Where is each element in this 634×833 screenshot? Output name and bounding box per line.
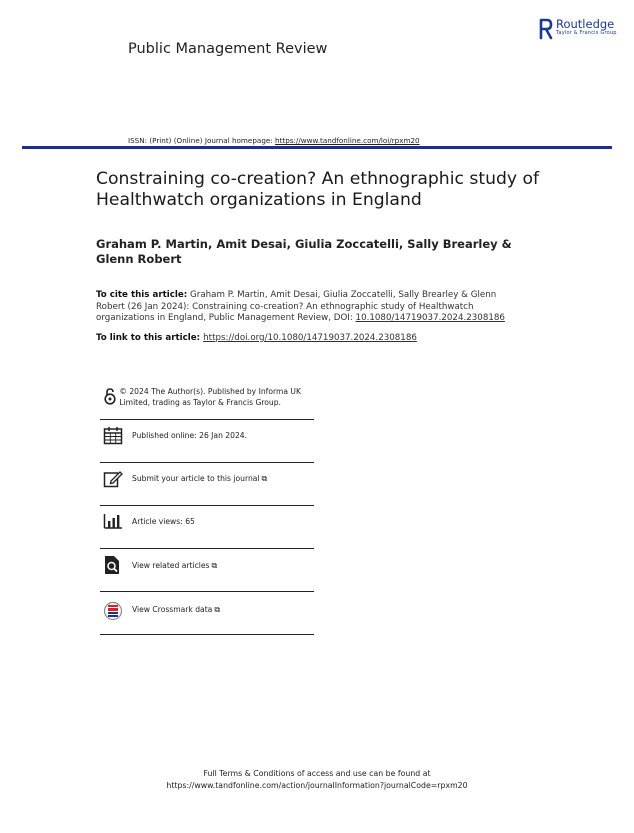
submit-article-row[interactable] bbox=[100, 463, 314, 506]
crossmark-row[interactable] bbox=[100, 592, 314, 635]
article-views-row bbox=[100, 506, 314, 549]
link-to-article bbox=[96, 333, 417, 343]
citation-doi-link[interactable]: 10.1080/14719037.2024.2308186 bbox=[355, 313, 505, 324]
external-link-icon: ⧉ bbox=[261, 474, 268, 483]
article-title: Constraining co-creation? An ethnographic study of Healthwatch organizations in England bbox=[96, 169, 540, 210]
crossmark-label: View Crossmark data bbox=[132, 605, 213, 614]
journal-homepage-link[interactable]: https://www.tandfonline.com/loi/rpxm20 bbox=[275, 136, 420, 145]
related-articles-link[interactable] bbox=[132, 555, 217, 572]
issn-line bbox=[128, 136, 420, 145]
publisher-logo[interactable] bbox=[539, 18, 617, 40]
logo-main-text: Routledge bbox=[556, 17, 615, 31]
article-authors: Graham P. Martin, Amit Desai, Giulia Zoccatelli, Sally Brearley & Glenn Robert bbox=[96, 237, 512, 266]
footer-terms-link[interactable]: https://www.tandfonline.com/action/journalInformation?journalCode=rpxm20 bbox=[166, 780, 468, 790]
license-text: © 2024 The Author(s). Published by Informa UK Limited, trading as Taylor & Francis Group. bbox=[119, 387, 301, 407]
crossmark-icon bbox=[103, 601, 123, 621]
submit-article-label: Submit your article to this journal bbox=[132, 474, 260, 483]
citation-text: Graham P. Martin, Amit Desai, Giulia Zoccatelli, Sally Brearley & Glenn Robert (26 Jan 2024): Constraining co-creation? An ethnographic study of Healthwatch organizations in England, Public Management Review, DOI: bbox=[96, 290, 497, 324]
published-date: Published online: 26 Jan 2024. bbox=[132, 431, 248, 440]
citation-block bbox=[96, 290, 526, 325]
issn-text: ISSN: (Print) (Online) Journal homepage: bbox=[128, 136, 276, 145]
published-row bbox=[100, 420, 314, 463]
journal-name: Public Management Review bbox=[128, 41, 328, 57]
footer-terms: Full Terms & Conditions of access and use can be found at bbox=[203, 769, 431, 778]
external-link-icon: ⧉ bbox=[214, 605, 221, 614]
crossmark-link[interactable] bbox=[132, 601, 220, 616]
article-info-panel bbox=[100, 380, 314, 635]
external-link-icon: ⧉ bbox=[211, 561, 218, 570]
link-label: To link to this article: bbox=[96, 333, 204, 343]
article-doi-link[interactable]: https://doi.org/10.1080/14719037.2024.2308186 bbox=[203, 333, 417, 343]
bar-chart-icon bbox=[103, 513, 123, 529]
related-articles-icon bbox=[103, 555, 121, 575]
related-articles-row[interactable] bbox=[100, 549, 314, 592]
submit-article-link[interactable] bbox=[132, 469, 267, 485]
article-views: Article views: 65 bbox=[132, 517, 195, 526]
routledge-logo-icon bbox=[539, 18, 553, 40]
related-articles-label: View related articles bbox=[132, 561, 210, 570]
open-access-row bbox=[100, 380, 314, 420]
logo-sub-text: Taylor & Francis Group bbox=[556, 30, 617, 36]
calendar-icon bbox=[103, 426, 123, 445]
citation-label: To cite this article: bbox=[96, 290, 188, 300]
open-access-icon bbox=[103, 387, 117, 405]
footer bbox=[0, 768, 634, 791]
header-rule bbox=[22, 146, 612, 149]
edit-icon bbox=[103, 469, 123, 488]
